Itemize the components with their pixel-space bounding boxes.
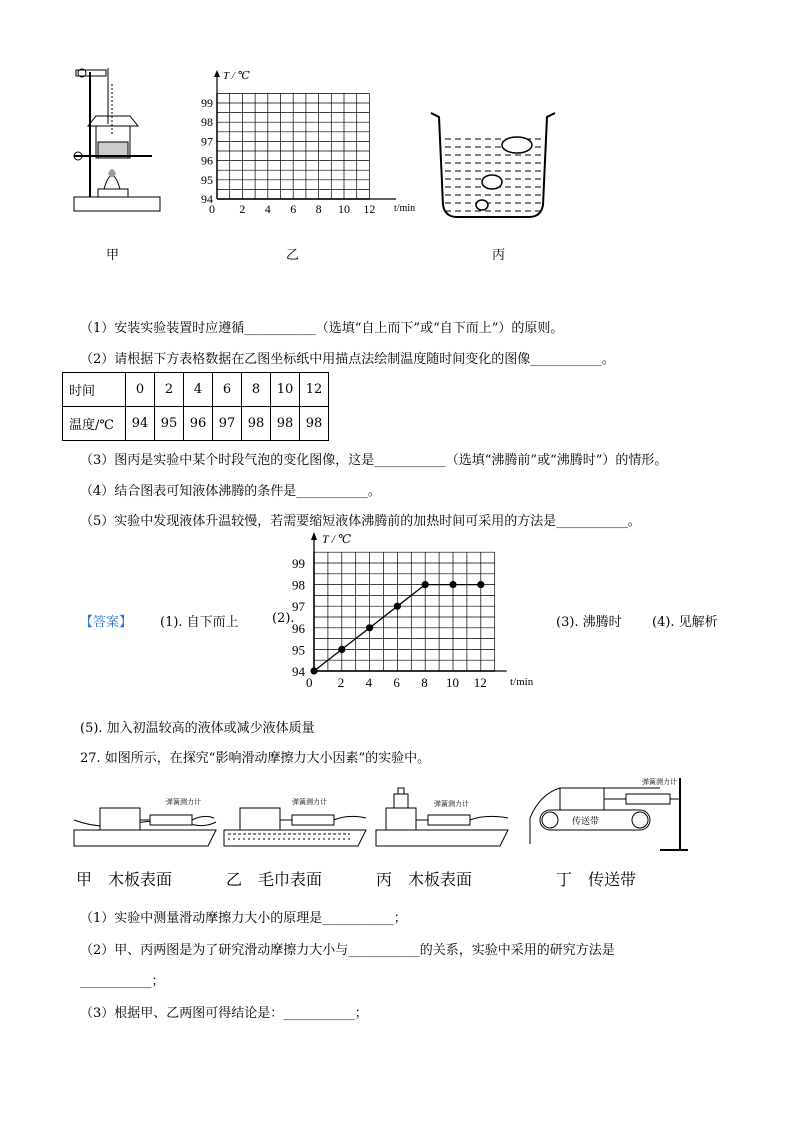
chart-point [338, 646, 345, 653]
table-cell: 12 [300, 373, 329, 407]
chart-point [477, 581, 484, 588]
chart-x-tick: 6 [393, 675, 400, 690]
chart-y-tick: 94 [292, 664, 305, 679]
caption-friction-jia: 甲 木板表面 [76, 870, 173, 889]
caption-yi: 乙 [286, 248, 300, 263]
table-cell: 2 [155, 373, 184, 407]
caption-jia: 甲 [106, 248, 120, 263]
answer-5: (5). 加入初温较高的液体或减少液体质量 [80, 721, 315, 736]
chart-point [449, 581, 456, 588]
chart-y-tick: 97 [292, 599, 305, 615]
bubble-small [476, 200, 488, 210]
question-5: （5）实验中发现液体升温较慢，若需要缩短液体沸腾前的加热时间可采用的方法是___________。 [80, 514, 641, 529]
bubble-medium [482, 175, 502, 189]
grid-x-tick: 0 [209, 202, 215, 216]
table-cell: 98 [271, 407, 300, 441]
grid-y-tick: 98 [201, 115, 213, 130]
answer-2: (2). [272, 611, 295, 626]
grid-y-tick: 96 [201, 153, 213, 168]
table-row [63, 373, 329, 407]
chart-x-tick: 2 [337, 675, 345, 690]
grid-y-tick: 97 [201, 134, 213, 149]
meter-label-jia: 弹簧测力计 [166, 798, 201, 806]
meter-label-ding: 弹簧测力计 [642, 778, 677, 786]
grid-x-label: t/min [394, 203, 416, 214]
grid-x-tick: 12 [363, 202, 376, 216]
bubble-large [502, 137, 532, 153]
chart-y-label: T / ℃ [322, 532, 352, 546]
chart-point [366, 624, 373, 631]
y-axis-arrow [311, 532, 317, 540]
answer-4: (4). 见解析 [652, 615, 718, 630]
chart-point [394, 603, 401, 610]
table-cell: 98 [300, 407, 329, 441]
friction-figure-jia [70, 790, 220, 854]
table-cell: 8 [242, 373, 271, 407]
chart-point [422, 581, 429, 588]
q27-sub-2-blank: ___________； [80, 974, 165, 989]
grid-y-tick: 94 [201, 192, 213, 206]
answer-1: (1). 自下而上 [160, 615, 239, 630]
table-header-time: 时间 [63, 373, 126, 407]
chart-point [310, 667, 317, 674]
meter-label-yi: 弹簧测力计 [292, 798, 327, 806]
question-3: （3）图丙是实验中某个时段气泡的变化图像，这是___________（选填“沸腾前”或“沸腾时”）的情形。 [80, 453, 668, 468]
table-cell: 0 [126, 373, 155, 407]
table-cell: 4 [184, 373, 213, 407]
grid-x-tick: 2 [239, 202, 246, 216]
question-1: （1）安装实验装置时应遵循___________（选填“自上而下”或“自下而上”）的原则。 [80, 321, 564, 336]
chart-x-tick: 0 [306, 675, 313, 690]
grid-y-tick: 99 [201, 96, 213, 110]
meter-label-bing: 弹簧测力计 [434, 800, 469, 808]
belt-label: 传送带 [572, 816, 600, 826]
chart-x-tick: 4 [365, 675, 373, 690]
chart-y-tick: 95 [292, 642, 305, 658]
data-table [62, 372, 329, 441]
table-cell: 94 [126, 407, 155, 441]
temperature-chart [288, 530, 548, 692]
q27-sub-1: （1）实验中测量滑动摩擦力大小的原理是___________； [80, 911, 407, 926]
q27-title: 27. 如图所示，在探究“影响滑动摩擦力大小因素”的实验中。 [80, 751, 431, 766]
caption-friction-bing: 丙 木板表面 [376, 870, 473, 889]
table-header-temp: 温度/℃ [63, 407, 126, 441]
table-cell: 97 [213, 407, 242, 441]
q27-sub-3: （3）根据甲、乙两图可得结论是：___________； [80, 1006, 368, 1021]
table-cell: 6 [213, 373, 242, 407]
grid-y-tick: 95 [201, 172, 213, 187]
table-row [63, 407, 329, 441]
grid-x-tick: 8 [315, 202, 322, 216]
grid-x-tick: 10 [338, 202, 350, 216]
table-cell: 96 [184, 407, 213, 441]
beaker-figure [425, 105, 565, 225]
answer-3: (3). 沸腾时 [556, 615, 622, 630]
table-cell: 98 [242, 407, 271, 441]
caption-bing: 丙 [492, 248, 506, 263]
caption-friction-ding: 丁 传送带 [556, 870, 637, 889]
answer-label: 【答案】 [80, 615, 133, 630]
q27-sub-2: （2）甲、丙两图是为了研究滑动摩擦力大小与___________的关系，实验中采用的研究方法是 [80, 943, 615, 958]
caption-friction-yi: 乙 毛巾表面 [226, 870, 323, 889]
chart-y-tick: 96 [292, 620, 305, 636]
apparatus-figure [68, 64, 168, 219]
friction-figure-ding [520, 774, 690, 854]
chart-y-tick: 99 [292, 556, 305, 571]
question-2: （2）请根据下方表格数据在乙图坐标纸中用描点法绘制温度随时间变化的图像___________。 [80, 352, 615, 367]
chart-x-tick: 10 [446, 675, 459, 690]
y-axis-arrow [214, 70, 220, 77]
chart-x-tick: 12 [473, 675, 487, 690]
friction-figure-yi [220, 790, 370, 854]
grid-x-tick: 6 [290, 202, 297, 216]
grid-x-tick: 4 [264, 202, 271, 216]
chart-y-tick: 98 [292, 577, 305, 593]
table-cell: 10 [271, 373, 300, 407]
chart-x-tick: 8 [421, 675, 428, 690]
question-4: （4）结合图表可知液体沸腾的条件是___________。 [80, 484, 381, 499]
grid-y-label: T / ℃ [223, 70, 250, 82]
friction-figure-bing [372, 782, 512, 854]
empty-grid-figure [195, 68, 435, 218]
table-cell: 95 [155, 407, 184, 441]
chart-x-label: t/min [510, 676, 534, 688]
